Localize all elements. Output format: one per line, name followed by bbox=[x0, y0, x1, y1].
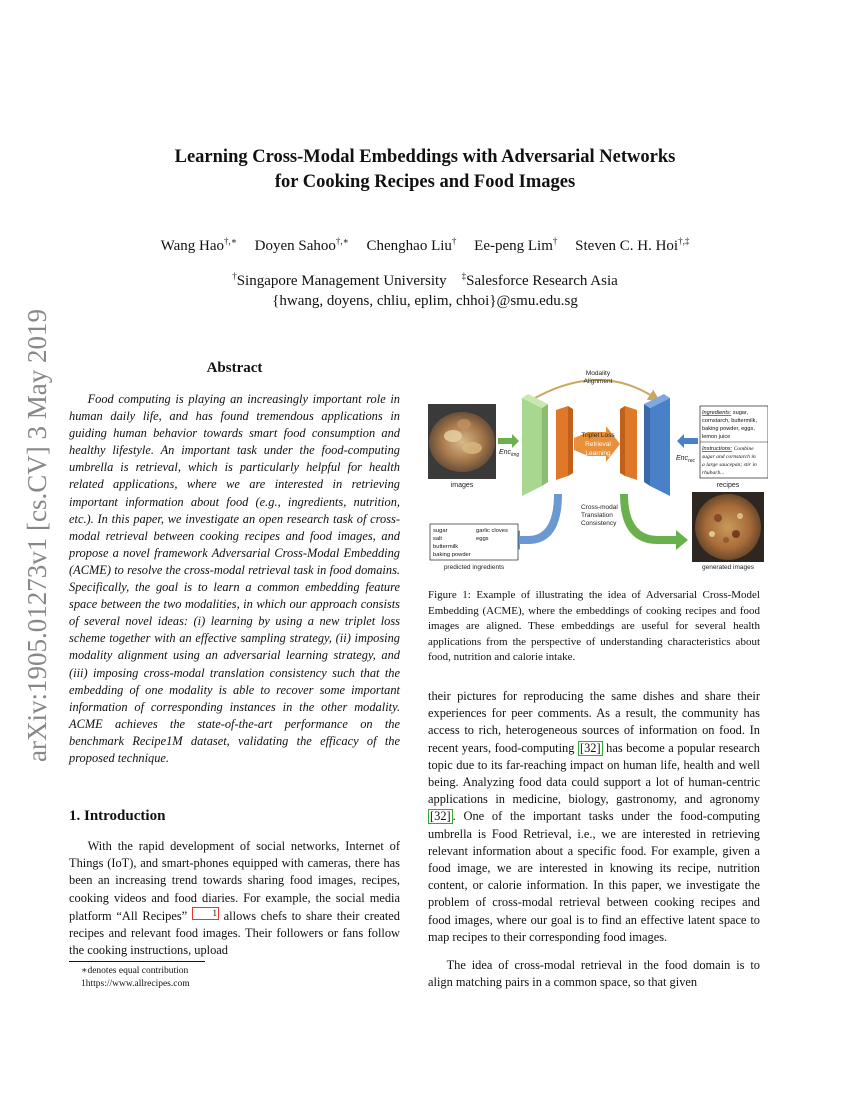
ingredients-line-1: Ingredients: sugar, bbox=[702, 410, 749, 416]
body-text: has become a popular research topic due to its far-reaching impact on human life, health and well being. Analyzing food data could support a lot of human-centric applications in medicine, biology, gastronomy, and agronomy bbox=[428, 740, 760, 807]
footnote-link[interactable]: 1 bbox=[192, 907, 219, 920]
author-mark: †,∗ bbox=[224, 236, 237, 246]
retrieval-label-1: Retrieval bbox=[585, 441, 611, 448]
affil-org-1: Singapore Management University bbox=[236, 273, 447, 289]
right-column-paragraph-2: The idea of cross-modal retrieval in the food domain is to align matching pairs in a common space, so that given bbox=[428, 958, 760, 990]
ingredients-line-3: baking powder, eggs, bbox=[702, 426, 755, 432]
footnote-url: 1https://www.allrecipes.com bbox=[81, 979, 190, 989]
cross-modal-label-1: Cross-modal bbox=[581, 504, 618, 511]
author-5 bbox=[575, 238, 689, 254]
image-embedding-block bbox=[556, 406, 573, 480]
recipe-embedding-block bbox=[620, 406, 637, 480]
author-name: Ee-peng Lim bbox=[474, 238, 553, 254]
citation-link[interactable]: [32] bbox=[579, 740, 601, 755]
author-name: Chenghao Liu bbox=[366, 238, 452, 254]
retrieval-label-2: Learning bbox=[585, 450, 611, 457]
title-line-2: for Cooking Recipes and Food Images bbox=[274, 172, 576, 192]
intro-paragraph bbox=[69, 838, 400, 959]
abstract-text: Food computing is playing an increasingly important role in human daily life, and has found tremendous applications in guiding human behavior towards smart food consumption and healthy lifestyle. An important task under the food-computing umbrella is retrieval, which is particularly helpful for health related applications, where we are interested in retrieving important information about food (e.g., ingredients, nutrition, etc.). In this paper, we investigate an open research task of cross-modal retrieval between cooking recipes and food images, and propose a novel framework Adversarial Cross-Modal Embedding (ACME) to resolve the cross-modal retrieval task in food domains. Specifically, the goal is to learn a common embedding feature space between the two modalities, in which our approach consists of several novel ideas: (i) learning by using a new triplet loss scheme together with an effective sampling strategy, (ii) imposing modality alignment using an adversarial learning strategy, and (iii) imposing cross-modal translation consistency such that the embedding of one modality is able to recover some important information of corresponding instances in the other modality. ACME achieves the state-of-the-art performance on the benchmark Recipe1M dataset, validating the efficacy of the proposed technique. bbox=[69, 392, 400, 765]
pred-ingredient: buttermilk bbox=[433, 544, 459, 550]
affil-mark: † bbox=[232, 271, 237, 281]
ingredients-line-4: lemon juice bbox=[702, 434, 731, 440]
section-heading-introduction: 1. Introduction bbox=[69, 808, 166, 824]
left-column bbox=[69, 360, 400, 767]
figure-caption: Figure 1: Example of illustrating the idea of Adversarial Cross-Model Embedding (ACME), where the embeddings of cooking recipes and food images are aligned. These embeddings are useful for several health applications from the perspective of understanding characteristics about food, nutrition and calorie intake. bbox=[428, 589, 760, 664]
footnote-rule bbox=[69, 961, 205, 962]
triplet-loss-label: Triplet Loss bbox=[581, 432, 615, 439]
instructions-line-1: Instructions: Combine bbox=[702, 446, 754, 452]
generated-image bbox=[692, 492, 764, 562]
author-2 bbox=[255, 238, 349, 254]
cross-modal-label-2: Translation bbox=[581, 512, 613, 519]
pred-ingredient: sugar bbox=[433, 528, 448, 534]
footnote-equal-contribution: ∗denotes equal contribution bbox=[81, 966, 189, 976]
modality-alignment-label-2: Alignment bbox=[583, 378, 613, 385]
recipe-input-arrow bbox=[677, 434, 698, 448]
affil-org-2: Salesforce Research Asia bbox=[466, 273, 618, 289]
figure-1 bbox=[428, 366, 768, 576]
affiliations bbox=[70, 271, 780, 311]
author-mark: † bbox=[451, 236, 457, 246]
recipe-encoder-block bbox=[644, 394, 670, 496]
image-input-arrow bbox=[498, 434, 519, 448]
author-3 bbox=[367, 238, 457, 254]
body-text: . One of the important tasks under the food-computing umbrella is Food Retrieval, i.e., we are interested in retrieving relevant information about a specific food. For example, given a food image, we are interested in knowing its recipe, nutrition content, or calorie information. In this paper, we investigate the problem of cross-modal retrieval between cooking recipes and food images, where our goal is to find an effective latent space to map recipes to their corresponding food images. bbox=[428, 809, 760, 944]
title-line-1: Learning Cross-Modal Embeddings with Adversarial Networks bbox=[174, 147, 676, 167]
author-mark: †,∗ bbox=[335, 236, 349, 246]
affil-mark: ‡ bbox=[461, 271, 467, 281]
enc-img-label: Enc$_{img}$ bbox=[499, 449, 520, 458]
right-column-paragraph bbox=[428, 688, 760, 946]
footnotes bbox=[69, 961, 400, 991]
images-label: images bbox=[450, 482, 474, 489]
intro-text: allows chefs to share their created recipes and relevant food images. Their followers or fans follow the cooking instructions, upload bbox=[69, 908, 400, 958]
instructions-line-2: sugar and cornstarch in bbox=[702, 454, 756, 460]
image-to-generated-arrow bbox=[620, 494, 688, 550]
modality-alignment-label-1: Modality bbox=[585, 370, 611, 377]
instructions-line-4: rhubarb... bbox=[702, 470, 725, 476]
enc-rec-label: Enc$_{rec}$ bbox=[676, 455, 696, 464]
pred-ingredient: baking powder bbox=[433, 552, 471, 558]
pred-ingredient: salt bbox=[433, 536, 443, 542]
author-name: Doyen Sahoo bbox=[254, 238, 336, 254]
instructions-line-3: a large saucepan; stir in bbox=[702, 462, 757, 468]
author-emails: {hwang, doyens, chliu, eplim, chhoi}@smu.edu.sg bbox=[272, 293, 578, 309]
image-encoder-block bbox=[522, 394, 548, 496]
author-mark: †,‡ bbox=[678, 236, 690, 246]
author-1 bbox=[161, 238, 237, 254]
predicted-ingredients-label: predicted ingredients bbox=[443, 564, 505, 571]
arxiv-side-stamp bbox=[12, 290, 62, 780]
author-4 bbox=[474, 238, 557, 254]
cross-modal-label-3: Consistency bbox=[581, 520, 617, 527]
author-name: Steven C. H. Hoi bbox=[575, 238, 679, 254]
body-text: their pictures for reproducing the same dishes and share their experiences for peer comments. As a result, the community has access to rich, heterogeneous sources of information on food. In recent years, food-computing bbox=[428, 689, 760, 755]
pred-ingredient: eggs bbox=[476, 536, 489, 542]
arxiv-identifier: arXiv:1905.01273v1 [cs.CV] 3 May 2019 bbox=[21, 308, 52, 762]
author-name: Wang Hao bbox=[160, 238, 225, 254]
ingredients-line-2: cornstarch, buttermilk, bbox=[702, 418, 758, 424]
abstract-heading: Abstract bbox=[206, 360, 263, 376]
citation-link[interactable]: [32] bbox=[430, 809, 451, 824]
author-mark: † bbox=[552, 236, 558, 246]
recipes-label: recipes bbox=[716, 482, 740, 489]
affiliation-orgs bbox=[70, 271, 780, 291]
generated-images-label: generated images bbox=[701, 564, 755, 571]
paper-title bbox=[70, 145, 780, 195]
author-list bbox=[70, 238, 780, 255]
pred-ingredient: garlic cloves bbox=[476, 528, 508, 534]
food-image-left bbox=[428, 404, 496, 479]
intro-text: With the rapid development of social networks, Internet of Things (IoT), and smart-phones equipped with cameras, there has been an increasing trend towards sharing food images, recipes, cooking videos and food diaries. For example, the social media platform “All Recipes” bbox=[69, 839, 400, 923]
